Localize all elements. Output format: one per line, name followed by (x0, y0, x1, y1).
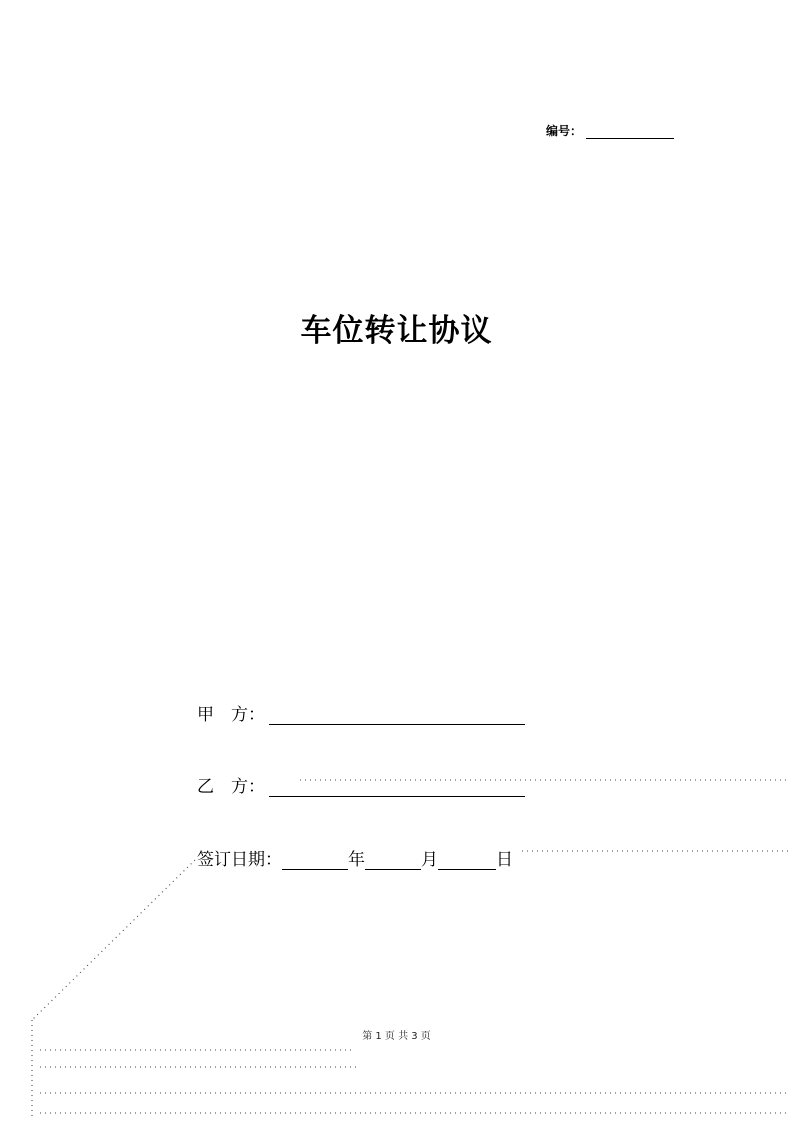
signing-date-label: 签订日期： (197, 850, 282, 870)
party-b-row (197, 772, 525, 797)
day-label: 日 (496, 850, 513, 870)
year-field[interactable] (282, 851, 348, 870)
document-number-field[interactable] (586, 125, 674, 139)
document-title: 车位转让协议 (300, 313, 493, 349)
document-number-row (546, 122, 674, 139)
document-number-label: 编号： (546, 124, 583, 138)
year-label: 年 (348, 850, 365, 870)
day-field[interactable] (438, 851, 496, 870)
guide-line-diagonal (32, 860, 195, 1020)
signing-date-row (197, 845, 513, 870)
month-field[interactable] (365, 851, 421, 870)
party-b-field[interactable] (269, 778, 525, 797)
month-label: 月 (421, 850, 438, 870)
party-a-label: 甲 方： (197, 705, 265, 725)
page-footer: 第 1 页 共 3 页 (362, 1031, 431, 1042)
party-a-field[interactable] (269, 706, 525, 725)
party-b-label: 乙 方： (197, 777, 265, 797)
party-a-row (197, 700, 525, 725)
